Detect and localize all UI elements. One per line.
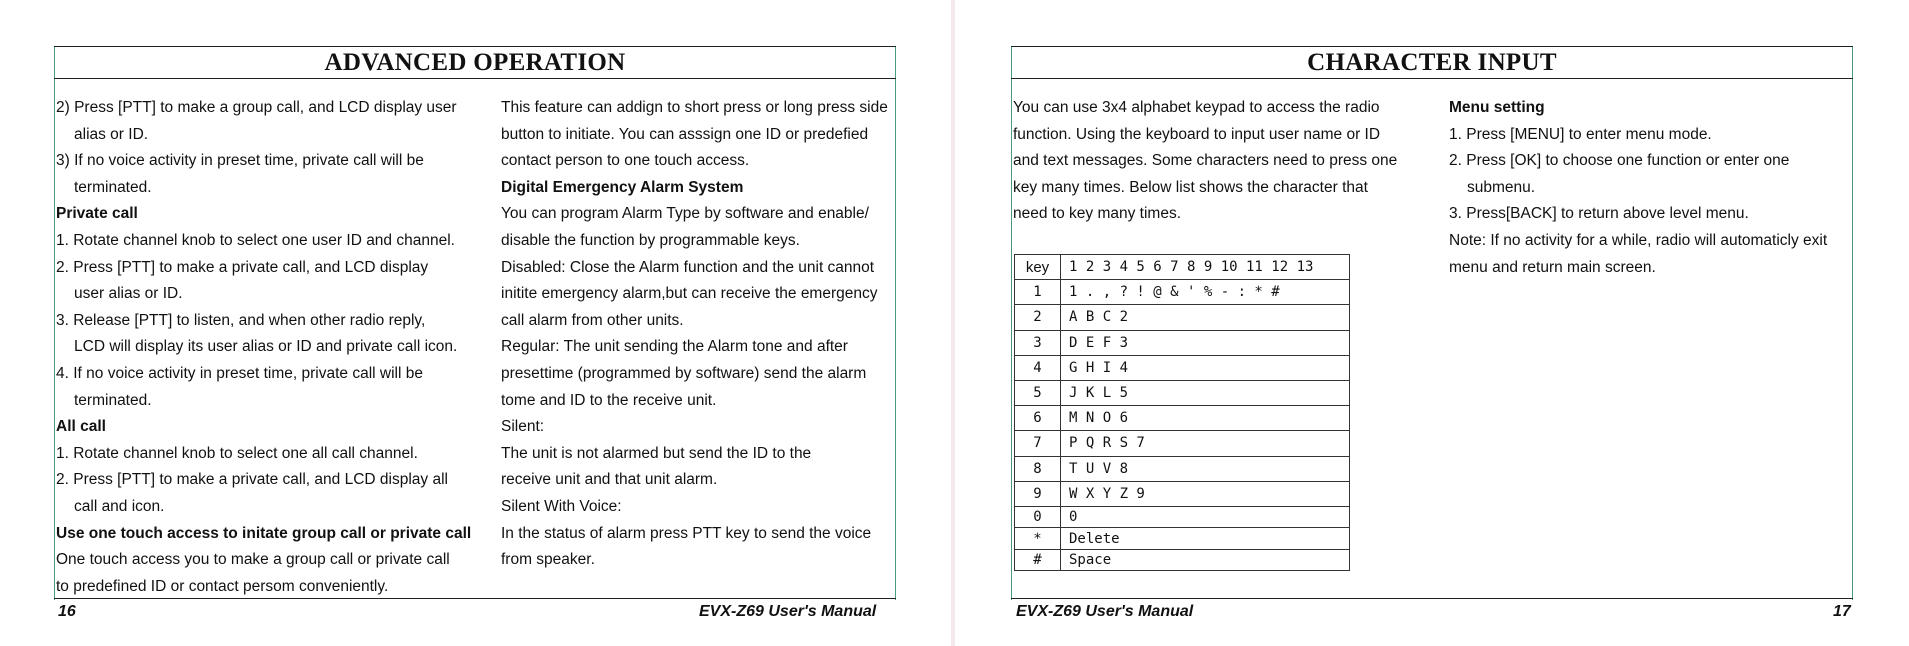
characters-cell: P Q R S 7 bbox=[1061, 431, 1350, 456]
text-line: Disabled: Close the Alarm function and the unit cannot bbox=[501, 258, 875, 276]
characters-cell: W X Y Z 9 bbox=[1061, 481, 1350, 506]
section-heading: Menu setting bbox=[1449, 99, 1545, 116]
text-line: 3) If no voice activity in preset time, private call will be bbox=[56, 152, 424, 170]
characters-cell: J K L 5 bbox=[1061, 380, 1350, 405]
left-title-rule-top bbox=[54, 46, 896, 47]
text-line: Silent With Voice: bbox=[501, 497, 622, 515]
text-line: 2. Press [PTT] to make a private call, and LCD display bbox=[56, 258, 429, 276]
text-line: 3. Press[BACK] to return above level menu. bbox=[1449, 205, 1749, 223]
key-cell: 6 bbox=[1015, 406, 1061, 431]
right-footer-rule bbox=[1011, 598, 1853, 599]
text-line: initite emergency alarm,but can receive the emergency bbox=[501, 285, 878, 303]
characters-cell: 0 bbox=[1061, 506, 1350, 528]
text-line: One touch access you to make a group call or private call bbox=[56, 551, 450, 569]
table-row bbox=[1015, 280, 1350, 305]
characters-cell: G H I 4 bbox=[1061, 355, 1350, 380]
text-line: 1. Rotate channel knob to select one all call channel. bbox=[56, 444, 418, 462]
text-line: terminated. bbox=[74, 178, 152, 196]
text-line: call and icon. bbox=[74, 497, 165, 515]
text-line: receive unit and that unit alarm. bbox=[501, 471, 718, 489]
characters-cell: 1 . , ? ! @ & ' % - : * # bbox=[1061, 280, 1350, 305]
key-cell: 3 bbox=[1015, 330, 1061, 355]
key-cell: 5 bbox=[1015, 380, 1061, 405]
text-line: Regular: The unit sending the Alarm tone and after bbox=[501, 338, 848, 356]
characters-cell: T U V 8 bbox=[1061, 456, 1350, 481]
text-line: alias or ID. bbox=[74, 125, 149, 143]
key-cell: 9 bbox=[1015, 481, 1061, 506]
text-line: and text messages. Some characters need to press one bbox=[1013, 152, 1398, 170]
page-title: CHARACTER INPUT bbox=[1307, 49, 1557, 76]
section-heading: Use one touch access to initate group call or private call bbox=[56, 524, 472, 542]
text-line: 4. If no voice activity in preset time, private call will be bbox=[56, 364, 423, 382]
page-gutter bbox=[951, 0, 955, 646]
text-line: LCD will display its user alias or ID and private call icon. bbox=[74, 338, 458, 356]
text-line: function. Using the keyboard to input user name or ID bbox=[1013, 125, 1381, 143]
table-row bbox=[1015, 506, 1350, 528]
key-cell: * bbox=[1015, 528, 1061, 550]
text-line: terminated. bbox=[74, 391, 152, 409]
right-title-rule-bottom bbox=[1011, 78, 1853, 79]
text-line: submenu. bbox=[1467, 178, 1536, 196]
section-heading: Private call bbox=[56, 205, 138, 223]
table-row bbox=[1015, 380, 1350, 405]
key-cell: 8 bbox=[1015, 456, 1061, 481]
table-header-row bbox=[1015, 255, 1350, 280]
table-row bbox=[1015, 549, 1350, 571]
right-title-rule-top bbox=[1011, 46, 1853, 47]
text-line: 2) Press [PTT] to make a group call, and LCD display user bbox=[56, 99, 457, 116]
text-line: from speaker. bbox=[501, 551, 595, 569]
table-row bbox=[1015, 431, 1350, 456]
text-line: user alias or ID. bbox=[74, 285, 183, 303]
left-title-rule-bottom bbox=[54, 78, 896, 79]
page-number: 16 bbox=[58, 603, 76, 620]
key-cell: 1 bbox=[1015, 280, 1061, 305]
table-row bbox=[1015, 330, 1350, 355]
characters-cell: 1 2 3 4 5 6 7 8 9 10 11 12 13 bbox=[1061, 255, 1350, 280]
manual-name: EVX-Z69 User's Manual bbox=[1016, 603, 1194, 620]
text-line: 2. Press [OK] to choose one function or enter one bbox=[1449, 152, 1790, 170]
left-column-2 bbox=[501, 95, 888, 574]
left-column-1 bbox=[56, 95, 471, 600]
table-row bbox=[1015, 406, 1350, 431]
menu-setting-section bbox=[1449, 95, 1827, 281]
text-line: contact person to one touch access. bbox=[501, 152, 750, 170]
text-line: The unit is not alarmed but send the ID to the bbox=[501, 444, 812, 462]
characters-cell: M N O 6 bbox=[1061, 406, 1350, 431]
section-heading: All call bbox=[56, 418, 106, 436]
table-row bbox=[1015, 456, 1350, 481]
text-line: need to key many times. bbox=[1013, 205, 1181, 223]
text-line: to predefined ID or contact persom conveniently. bbox=[56, 577, 389, 595]
text-line: call alarm from other units. bbox=[501, 311, 684, 329]
characters-cell: Space bbox=[1061, 549, 1350, 571]
page-title: ADVANCED OPERATION bbox=[324, 49, 626, 76]
characters-cell: Delete bbox=[1061, 528, 1350, 550]
text-line: button to initiate. You can asssign one ID or predefied bbox=[501, 125, 869, 143]
table-row bbox=[1015, 305, 1350, 330]
key-cell: 0 bbox=[1015, 506, 1061, 528]
table-row bbox=[1015, 355, 1350, 380]
section-heading: Digital Emergency Alarm System bbox=[501, 178, 744, 196]
characters-cell: A B C 2 bbox=[1061, 305, 1350, 330]
characters-cell: D E F 3 bbox=[1061, 330, 1350, 355]
text-line: menu and return main screen. bbox=[1449, 258, 1656, 276]
text-line: 1. Rotate channel knob to select one user ID and channel. bbox=[56, 231, 455, 249]
text-line: In the status of alarm press PTT key to send the voice bbox=[501, 524, 872, 542]
text-line: presettime (programmed by software) send the alarm bbox=[501, 364, 867, 382]
text-line: tome and ID to the receive unit. bbox=[501, 391, 717, 409]
text-line: key many times. Below list shows the character that bbox=[1013, 178, 1368, 196]
key-cell: 2 bbox=[1015, 305, 1061, 330]
key-cell: 7 bbox=[1015, 431, 1061, 456]
text-line: You can use 3x4 alphabet keypad to access the radio bbox=[1013, 99, 1380, 116]
key-cell: # bbox=[1015, 549, 1061, 571]
key-cell: 4 bbox=[1015, 355, 1061, 380]
text-line: Silent: bbox=[501, 418, 545, 436]
intro-paragraph bbox=[1013, 95, 1397, 228]
text-line: 2. Press [PTT] to make a private call, and LCD display all bbox=[56, 471, 448, 489]
key-cell: key bbox=[1015, 255, 1061, 280]
table-row bbox=[1015, 528, 1350, 550]
text-line: 3. Release [PTT] to listen, and when other radio reply, bbox=[56, 311, 426, 329]
text-line: This feature can addign to short press or long press side bbox=[501, 99, 888, 116]
manual-name: EVX-Z69 User's Manual bbox=[699, 603, 877, 620]
character-table bbox=[1014, 254, 1350, 571]
table-row bbox=[1015, 481, 1350, 506]
text-line: Note: If no activity for a while, radio will automaticly exit bbox=[1449, 231, 1828, 249]
text-line: 1. Press [MENU] to enter menu mode. bbox=[1449, 125, 1712, 143]
text-line: disable the function by programmable keys. bbox=[501, 231, 800, 249]
text-line: You can program Alarm Type by software and enable/ bbox=[501, 205, 869, 223]
page-number: 17 bbox=[1833, 603, 1851, 620]
left-footer-rule bbox=[54, 598, 896, 599]
